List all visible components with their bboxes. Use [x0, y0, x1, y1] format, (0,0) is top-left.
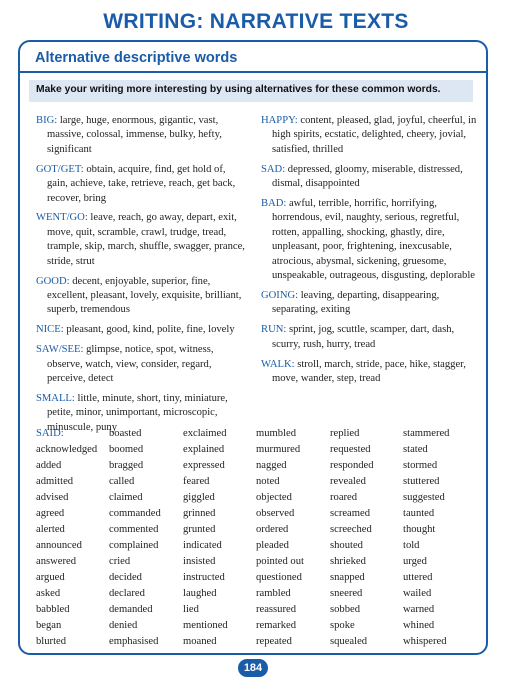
- said-word: complained: [109, 540, 159, 551]
- said-row: [36, 460, 482, 476]
- word-entry: [36, 343, 248, 386]
- said-word: screeched: [330, 524, 372, 535]
- said-word: began: [36, 620, 62, 631]
- word-entry: [36, 114, 248, 157]
- said-row: [36, 636, 482, 652]
- said-word: squealed: [330, 636, 368, 647]
- entry-keyword: GOOD:: [36, 275, 70, 287]
- said-row: [36, 556, 482, 572]
- said-word: mentioned: [183, 620, 228, 631]
- entry-synonyms: depressed, gloomy, miserable, distressed, dismal, disappointed: [272, 163, 463, 190]
- said-word: alerted: [36, 524, 65, 535]
- said-word: suggested: [403, 492, 445, 503]
- entry-keyword: RUN:: [261, 324, 287, 336]
- entry-synonyms: sprint, jog, scuttle, scamper, dart, dash, scurry, rush, hurry, tread: [272, 324, 455, 350]
- said-row: [36, 492, 482, 508]
- said-row: [36, 524, 482, 540]
- said-word: wailed: [403, 588, 432, 599]
- said-word: decided: [109, 572, 142, 583]
- said-row: [36, 540, 482, 556]
- said-word: declared: [109, 588, 145, 599]
- entry-keyword: BIG:: [36, 115, 58, 126]
- said-word: cried: [109, 556, 131, 567]
- entry-synonyms: large, huge, enormous, gigantic, vast, massive, colossal, immense, bulky, hefty, significant: [47, 115, 222, 155]
- said-row: [36, 604, 482, 620]
- said-word: acknowledged: [36, 444, 98, 455]
- said-word: whispered: [403, 636, 447, 647]
- word-entry: [261, 289, 481, 318]
- said-word: pleaded: [256, 540, 289, 551]
- section-title: Alternative descriptive words: [35, 50, 238, 66]
- word-entry: [36, 275, 248, 318]
- entry-keyword: BAD:: [261, 198, 287, 210]
- said-word: denied: [109, 620, 138, 631]
- said-word: noted: [256, 476, 280, 487]
- said-word: questioned: [256, 572, 302, 583]
- word-entry: [261, 358, 481, 387]
- entry-synonyms: awful, terrible, horrific, horrifying, horrendous, evil, naughty, serious, regretful, rotten, appalling, shocking, ghastly, dire, unpleasant, poor, frightening, inexcusable, atrocious, abysmal, sickening, gruesome, unspeakable, outrageous, disgusting, deplorable: [272, 198, 475, 282]
- said-word: babbled: [36, 604, 70, 615]
- entry-synonyms: pleasant, good, kind, polite, fine, lovely: [63, 324, 235, 336]
- said-word: objected: [256, 492, 292, 503]
- word-entry: [36, 323, 248, 337]
- said-word: observed: [256, 508, 295, 519]
- page-number: 184: [238, 659, 268, 677]
- said-word: called: [109, 476, 135, 487]
- entry-keyword: SAW/SEE:: [36, 344, 84, 356]
- said-word: told: [403, 540, 420, 551]
- entry-synonyms: little, minute, short, tiny, miniature, petite, minor, unimportant, microscopic, minuscule, puny: [47, 392, 228, 433]
- said-row: [36, 588, 482, 604]
- entry-keyword: NICE:: [36, 324, 64, 336]
- said-word: giggled: [183, 492, 215, 503]
- entry-keyword: SAD:: [261, 163, 286, 175]
- entry-keyword: WENT/GO:: [36, 212, 88, 224]
- said-word: murmured: [256, 444, 301, 455]
- entry-synonyms: content, pleased, glad, joyful, cheerful, in high spirits, ecstatic, delighted, cheery, jovial, satisfied, thrilled: [272, 115, 477, 155]
- said-word: ordered: [256, 524, 289, 535]
- said-heading: SAID:: [36, 428, 64, 439]
- said-word: lied: [183, 604, 199, 615]
- said-row: [36, 476, 482, 492]
- said-word: urged: [403, 556, 427, 567]
- said-word: replied: [330, 428, 360, 439]
- said-word: mumbled: [256, 428, 297, 439]
- said-word: spoke: [330, 620, 355, 631]
- said-word: argued: [36, 572, 65, 583]
- word-entry: [261, 323, 481, 352]
- word-entry: [261, 114, 481, 157]
- said-word: insisted: [183, 556, 216, 567]
- entry-synonyms: decent, enjoyable, superior, fine, excellent, pleasant, lovely, exquisite, brilliant, superb, tremendous: [47, 275, 242, 316]
- said-word: exclaimed: [183, 428, 227, 439]
- said-word: indicated: [183, 540, 222, 551]
- word-entry: [36, 163, 248, 206]
- said-word: responded: [330, 460, 374, 471]
- said-word: commented: [109, 524, 159, 535]
- said-word: emphasised: [109, 636, 159, 647]
- said-word: laughed: [183, 588, 217, 599]
- said-word: thought: [403, 524, 436, 535]
- said-word: answered: [36, 556, 77, 567]
- said-word: announced: [36, 540, 82, 551]
- entry-keyword: HAPPY:: [261, 115, 298, 126]
- entry-keyword: WALK:: [261, 358, 295, 370]
- said-row: [36, 620, 482, 636]
- said-row: [36, 508, 482, 524]
- said-word: bragged: [109, 460, 144, 471]
- said-word: feared: [183, 476, 210, 487]
- said-word: requested: [330, 444, 371, 455]
- entry-keyword: GOING:: [261, 289, 299, 301]
- said-word: advised: [36, 492, 69, 503]
- word-entry: [36, 211, 248, 269]
- said-word: taunted: [403, 508, 435, 519]
- said-word: remarked: [256, 620, 296, 631]
- said-word: uttered: [403, 572, 433, 583]
- said-word: moaned: [183, 636, 217, 647]
- said-word: shouted: [330, 540, 363, 551]
- said-word: boasted: [109, 428, 142, 439]
- said-word: stormed: [403, 460, 438, 471]
- said-alternatives-table: [36, 428, 482, 652]
- said-word: sneered: [330, 588, 363, 599]
- said-word: reassured: [256, 604, 297, 615]
- said-word: warned: [403, 604, 435, 615]
- said-word: admitted: [36, 476, 74, 487]
- said-word: shrieked: [330, 556, 366, 567]
- said-word: whined: [403, 620, 435, 631]
- said-word: stuttered: [403, 476, 440, 487]
- said-word: sobbed: [330, 604, 361, 615]
- said-word: explained: [183, 444, 225, 455]
- word-entry: [261, 197, 481, 283]
- entry-synonyms: stroll, march, stride, pace, hike, stagger, move, wander, step, tread: [272, 358, 466, 384]
- said-word: grinned: [183, 508, 216, 519]
- said-word: asked: [36, 588, 61, 599]
- said-word: instructed: [183, 572, 225, 583]
- said-word: boomed: [109, 444, 144, 455]
- right-word-column: [261, 114, 481, 392]
- said-row: [36, 444, 482, 460]
- said-word: nagged: [256, 460, 287, 471]
- instruction-box: Make your writing more interesting by using alternatives for these common words.: [29, 80, 473, 102]
- entry-synonyms: obtain, acquire, find, get hold of, gain, achieve, take, retrieve, reach, get back, recover, bring: [47, 163, 236, 204]
- said-word: demanded: [109, 604, 153, 615]
- said-word: roared: [330, 492, 358, 503]
- said-row: [36, 428, 482, 444]
- said-word: claimed: [109, 492, 143, 503]
- page-title: WRITING: NARRATIVE TEXTS: [103, 10, 409, 33]
- word-entry: [261, 163, 481, 192]
- said-word: grunted: [183, 524, 216, 535]
- said-word: rambled: [256, 588, 291, 599]
- said-word: agreed: [36, 508, 65, 519]
- said-word: screamed: [330, 508, 370, 519]
- said-word: added: [36, 460, 62, 471]
- said-word: blurted: [36, 636, 67, 647]
- entry-synonyms: leave, reach, go away, depart, exit, move, quit, scramble, crawl, trudge, tread, trample, skip, march, shuffle, swagger, prance, stride, strut: [47, 212, 245, 267]
- said-word: pointed out: [256, 556, 304, 567]
- said-word: stammered: [403, 428, 450, 439]
- entry-keyword: SMALL:: [36, 392, 75, 404]
- said-word: snapped: [330, 572, 365, 583]
- entry-synonyms: glimpse, notice, spot, witness, observe, watch, view, consider, regard, perceive, detect: [47, 344, 214, 384]
- said-word: revealed: [330, 476, 366, 487]
- said-row: [36, 572, 482, 588]
- left-word-column: [36, 114, 248, 441]
- said-word: commanded: [109, 508, 161, 519]
- said-word: stated: [403, 444, 428, 455]
- entry-keyword: GOT/GET:: [36, 163, 84, 175]
- entry-synonyms: leaving, departing, disappearing, separating, exiting: [272, 289, 440, 316]
- said-word: repeated: [256, 636, 292, 647]
- said-word: expressed: [183, 460, 225, 471]
- section-divider: [20, 71, 486, 73]
